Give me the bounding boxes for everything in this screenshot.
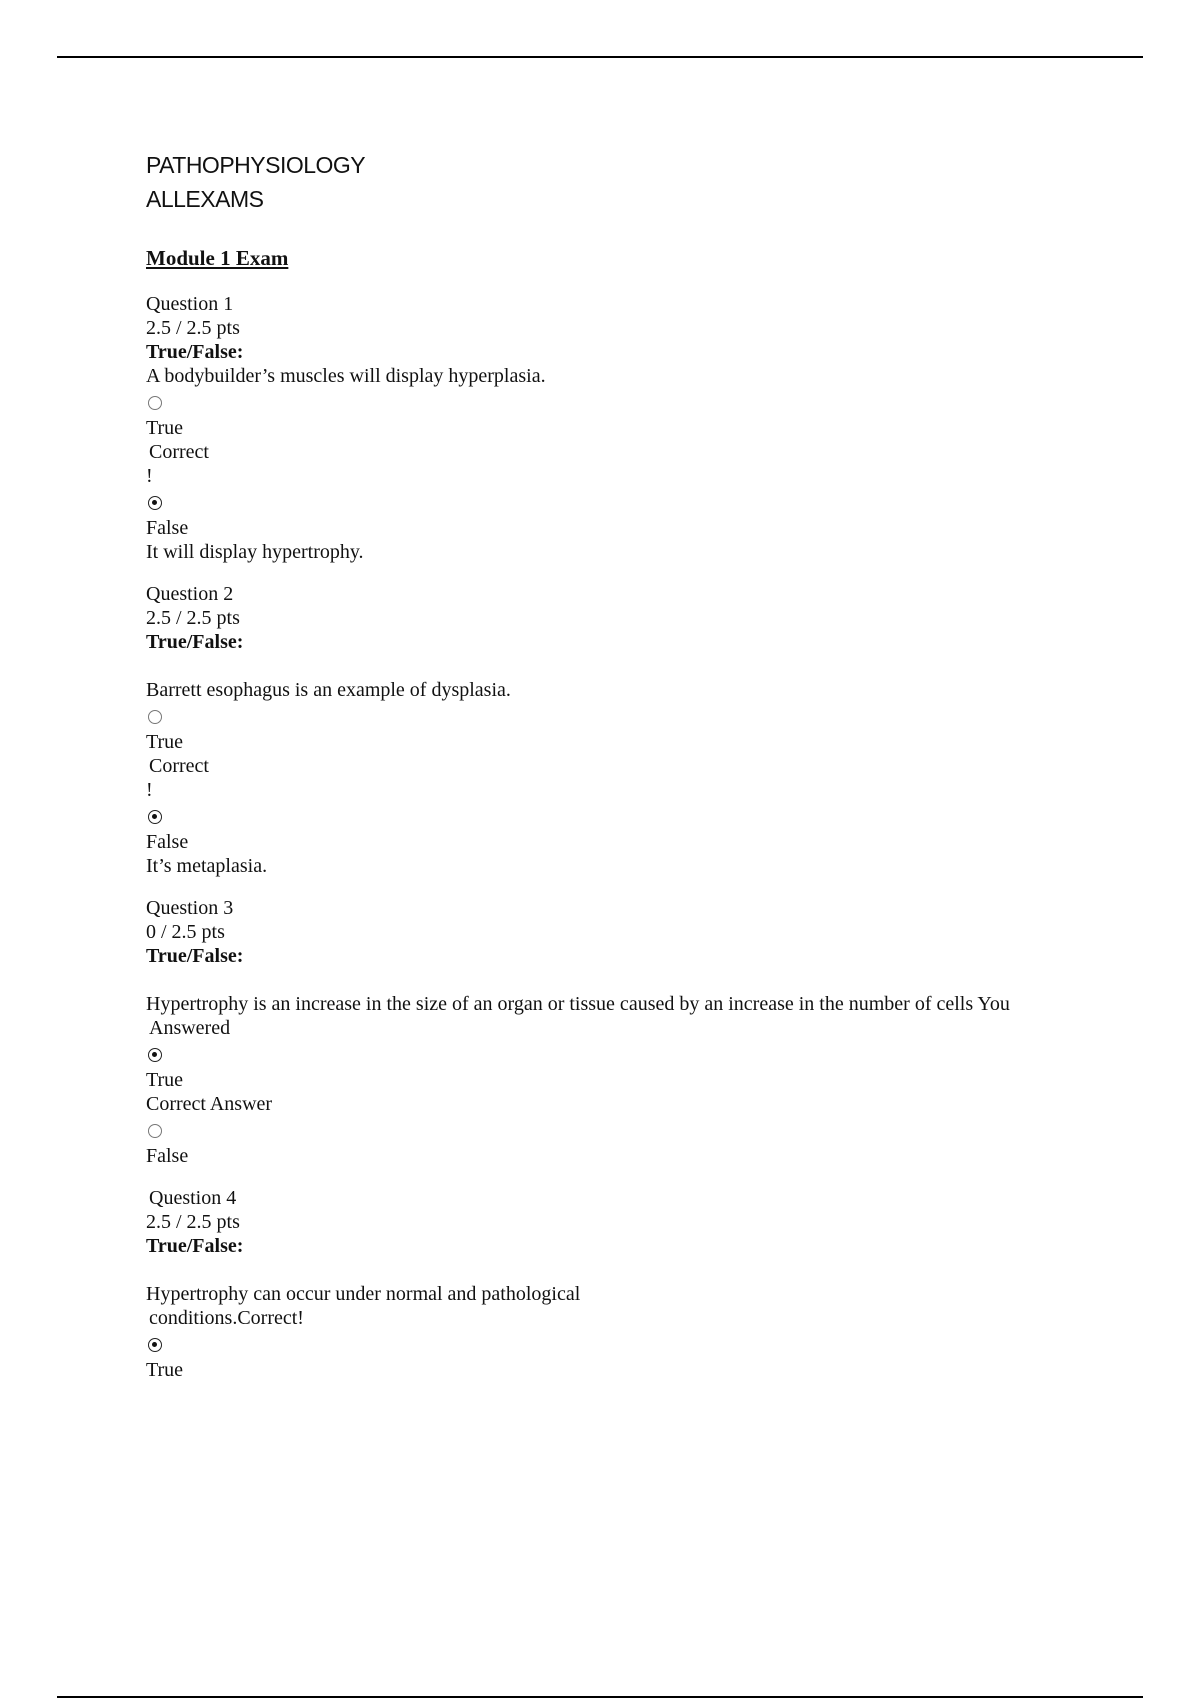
spacer <box>146 654 1106 678</box>
question-4 <box>146 1186 1106 1382</box>
question-2 <box>146 582 1106 878</box>
radio-true-selected[interactable] <box>148 1048 162 1062</box>
correct-label: Correct <box>149 441 209 463</box>
spacer <box>146 968 1106 992</box>
spacer <box>146 1258 1106 1282</box>
radio-true-selected[interactable] <box>148 1338 162 1352</box>
answer-feedback: It’s metaplasia. <box>146 855 268 877</box>
radio-false[interactable] <box>148 1124 162 1138</box>
correct-label: Correct <box>149 755 209 777</box>
option-false-label: False <box>146 831 189 853</box>
question-score: 2.5 / 2.5 pts <box>146 1211 240 1233</box>
site-title: ALLEXAMS <box>146 186 264 212</box>
question-type: True/False: <box>146 1235 244 1257</box>
exclaim-mark: ! <box>146 465 153 487</box>
answered-label: Answered <box>149 1017 231 1039</box>
question-1 <box>146 292 1106 564</box>
question-type: True/False: <box>146 341 244 363</box>
radio-false-selected[interactable] <box>148 810 162 824</box>
question-text: Hypertrophy is an increase in the size of an organ or tissue caused by an increase in the number of cells You <box>146 993 1010 1015</box>
radio-false-selected[interactable] <box>148 496 162 510</box>
question-3 <box>146 896 1106 1168</box>
question-text: Barrett esophagus is an example of dysplasia. <box>146 679 511 701</box>
question-text-continued: conditions.Correct! <box>149 1307 304 1329</box>
question-score: 0 / 2.5 pts <box>146 921 225 943</box>
option-true-label: True <box>146 1069 184 1091</box>
document-content <box>146 148 1106 1382</box>
option-true-label: True <box>146 1359 184 1381</box>
exclaim-mark: ! <box>146 779 153 801</box>
bottom-rule <box>57 1696 1143 1698</box>
question-number: Question 2 <box>146 583 234 605</box>
question-score: 2.5 / 2.5 pts <box>146 607 240 629</box>
question-number: Question 3 <box>146 897 234 919</box>
question-text: Hypertrophy can occur under normal and pathological <box>146 1283 581 1305</box>
question-number: Question 4 <box>149 1187 237 1209</box>
radio-true[interactable] <box>148 710 162 724</box>
question-number: Question 1 <box>146 293 234 315</box>
option-false-label: False <box>146 1145 189 1167</box>
answer-feedback: It will display hypertrophy. <box>146 541 364 563</box>
option-false-label: False <box>146 517 189 539</box>
option-true-label: True <box>146 417 184 439</box>
option-true-label: True <box>146 731 184 753</box>
question-type: True/False: <box>146 631 244 653</box>
question-type: True/False: <box>146 945 244 967</box>
question-text: A bodybuilder’s muscles will display hyperplasia. <box>146 365 546 387</box>
correct-answer-label: Correct Answer <box>146 1093 273 1115</box>
radio-true[interactable] <box>148 396 162 410</box>
question-score: 2.5 / 2.5 pts <box>146 317 240 339</box>
module-title: Module 1 Exam <box>146 246 289 270</box>
course-title: PATHOPHYSIOLOGY <box>146 152 366 178</box>
top-rule <box>57 56 1143 58</box>
